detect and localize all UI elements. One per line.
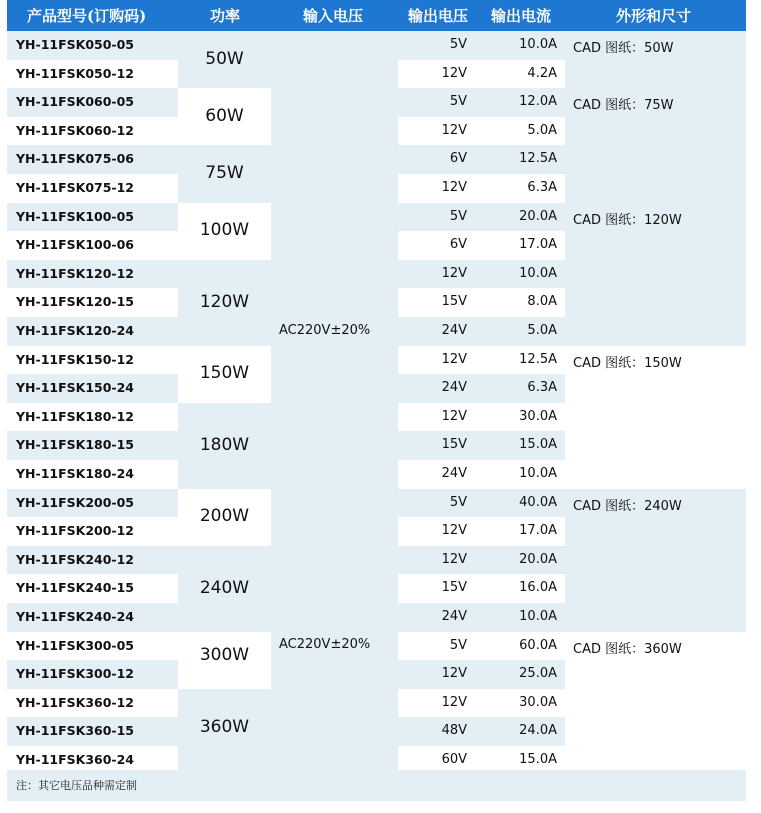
cad-drawing-link: CAD 图纸：75W bbox=[573, 98, 674, 114]
model-code: YH-11FSK200-12 bbox=[16, 523, 134, 539]
output-voltage: 60V bbox=[441, 752, 467, 767]
power-label: 100W bbox=[199, 220, 250, 241]
output-voltage: 12V bbox=[441, 694, 467, 710]
model-code: YH-11FSK120-15 bbox=[16, 294, 134, 310]
output-current: 24.0A bbox=[519, 723, 557, 739]
output-voltage: 5V bbox=[449, 637, 467, 653]
output-voltage: 5V bbox=[449, 494, 467, 510]
model-code: YH-11FSK060-12 bbox=[16, 122, 134, 138]
output-voltage: 12V bbox=[441, 122, 467, 138]
header-cell: 外形和尺寸 bbox=[616, 7, 692, 25]
output-voltage: 12V bbox=[441, 408, 467, 424]
output-voltage: 24V bbox=[441, 466, 467, 481]
output-voltage: 12V bbox=[441, 351, 467, 367]
output-voltage: 15V bbox=[441, 580, 467, 596]
output-current: 12.0A bbox=[519, 94, 557, 110]
output-current: 10.0A bbox=[519, 265, 557, 281]
output-current: 12.5A bbox=[519, 351, 557, 367]
input-voltage-label: AC220V±20% bbox=[279, 636, 371, 652]
power-label: 180W bbox=[199, 434, 250, 455]
model-code: YH-11FSK360-15 bbox=[16, 723, 134, 739]
output-current: 20.0A bbox=[519, 208, 557, 224]
model-code: YH-11FSK180-15 bbox=[16, 437, 134, 453]
header-cell: 功率 bbox=[210, 7, 241, 25]
cad-drawing-link: CAD 图纸：150W bbox=[573, 355, 682, 371]
model-code: YH-11FSK075-12 bbox=[16, 180, 134, 195]
output-current: 15.0A bbox=[519, 752, 557, 767]
model-code: YH-11FSK200-05 bbox=[16, 494, 134, 510]
model-code: YH-11FSK240-24 bbox=[16, 609, 134, 624]
output-voltage: 24V bbox=[441, 323, 467, 338]
table-header bbox=[7, 0, 746, 31]
power-label: 75W bbox=[205, 163, 244, 183]
power-label: 150W bbox=[199, 363, 250, 384]
model-code: YH-11FSK240-15 bbox=[16, 580, 134, 596]
model-code: YH-11FSK120-24 bbox=[16, 323, 134, 338]
output-voltage: 12V bbox=[441, 666, 467, 682]
output-current: 17.0A bbox=[519, 237, 557, 253]
header-cell: 输出电压 bbox=[408, 7, 469, 25]
cad-drawing-link: CAD 图纸：120W bbox=[573, 212, 682, 228]
output-current: 5.0A bbox=[527, 122, 557, 138]
output-voltage: 12V bbox=[441, 551, 467, 567]
power-label: 300W bbox=[199, 645, 250, 666]
output-voltage: 5V bbox=[449, 94, 467, 110]
model-code: YH-11FSK075-06 bbox=[16, 151, 134, 167]
output-current: 10.0A bbox=[519, 466, 557, 481]
output-current: 17.0A bbox=[519, 523, 557, 539]
output-voltage: 24V bbox=[441, 380, 467, 396]
output-voltage: 15V bbox=[441, 294, 467, 310]
model-code: YH-11FSK300-05 bbox=[16, 637, 134, 653]
output-voltage: 15V bbox=[441, 437, 467, 453]
model-code: YH-11FSK240-12 bbox=[16, 551, 134, 567]
header-cell: 产品型号(订购码) bbox=[27, 7, 147, 25]
model-code: YH-11FSK100-06 bbox=[16, 237, 134, 253]
output-current: 30.0A bbox=[519, 408, 557, 424]
power-label: 240W bbox=[199, 577, 250, 598]
output-current: 6.3A bbox=[527, 380, 557, 396]
model-code: YH-11FSK150-24 bbox=[16, 380, 134, 396]
output-voltage: 48V bbox=[441, 723, 467, 739]
footnote-text: 注：其它电压品种需定制 bbox=[16, 779, 137, 792]
output-current: 4.2A bbox=[527, 65, 557, 81]
output-current: 30.0A bbox=[519, 694, 557, 710]
output-current: 15.0A bbox=[519, 437, 557, 453]
output-current: 10.0A bbox=[519, 37, 557, 52]
output-voltage: 6V bbox=[449, 151, 467, 167]
cad-drawing-link: CAD 图纸：50W bbox=[573, 41, 674, 56]
output-current: 40.0A bbox=[519, 494, 557, 510]
model-code: YH-11FSK100-05 bbox=[16, 208, 134, 224]
model-code: YH-11FSK050-05 bbox=[16, 37, 134, 52]
output-current: 60.0A bbox=[519, 637, 557, 653]
output-voltage: 24V bbox=[441, 609, 467, 624]
power-label: 50W bbox=[205, 48, 244, 69]
power-label: 200W bbox=[199, 506, 250, 527]
output-current: 6.3A bbox=[527, 180, 557, 195]
cell-background bbox=[271, 632, 398, 776]
cad-drawing-link: CAD 图纸：360W bbox=[573, 641, 682, 657]
model-code: YH-11FSK150-12 bbox=[16, 351, 134, 367]
model-code: YH-11FSK360-24 bbox=[16, 752, 134, 767]
output-current: 25.0A bbox=[519, 666, 557, 682]
output-current: 8.0A bbox=[527, 294, 557, 310]
output-voltage: 6V bbox=[449, 237, 467, 253]
model-code: YH-11FSK060-05 bbox=[16, 94, 134, 110]
header-cell: 输出电流 bbox=[491, 7, 552, 25]
model-code: YH-11FSK180-24 bbox=[16, 466, 134, 481]
output-voltage: 12V bbox=[441, 523, 467, 539]
model-code: YH-11FSK360-12 bbox=[16, 694, 134, 710]
input-voltage-label: AC220V±20% bbox=[279, 323, 371, 338]
output-current: 10.0A bbox=[519, 609, 557, 624]
model-code: YH-11FSK180-12 bbox=[16, 408, 134, 424]
cad-drawing-link: CAD 图纸：240W bbox=[573, 498, 682, 514]
output-current: 20.0A bbox=[519, 551, 557, 567]
output-voltage: 5V bbox=[449, 37, 467, 52]
output-current: 16.0A bbox=[519, 580, 557, 596]
output-voltage: 12V bbox=[441, 265, 467, 281]
output-current: 5.0A bbox=[527, 323, 557, 338]
model-code: YH-11FSK050-12 bbox=[16, 65, 134, 81]
footnote bbox=[7, 770, 746, 801]
output-voltage: 12V bbox=[441, 65, 467, 81]
header-cell: 输入电压 bbox=[303, 7, 364, 25]
output-voltage: 5V bbox=[449, 208, 467, 224]
power-label: 60W bbox=[205, 105, 244, 126]
output-voltage: 12V bbox=[441, 180, 467, 195]
model-code: YH-11FSK300-12 bbox=[16, 666, 134, 682]
power-label: 360W bbox=[199, 716, 250, 737]
power-label: 120W bbox=[199, 291, 250, 312]
output-current: 12.5A bbox=[519, 151, 557, 167]
model-code: YH-11FSK120-12 bbox=[16, 265, 134, 281]
